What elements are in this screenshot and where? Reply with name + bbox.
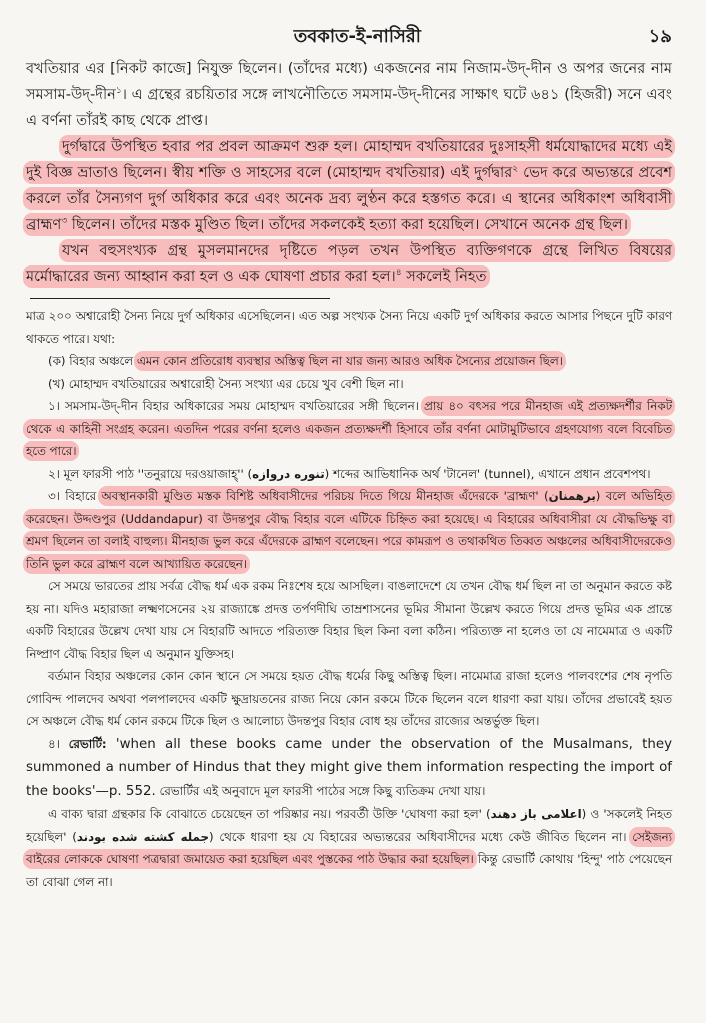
footnote-3-continued: বর্তমান বিহার অঞ্চলের কোন কোন স্থানে সে সময়ে হয়ত বৌদ্ধ ধর্মের কিছু অস্তিত্ব ছিল। নামেমাত্র রাজা হলেও পালবংশের শেষ নৃপতি গোবিন্দ পালদেব অথবা পলপালদেব একটি ক্ষুদ্রায়তনের রাজ্য নিয়ে কোন রকমে টিকে ছিলেন বলে ধারণা করা যায়। তাঁদের প্রভাবেই হয়ত সে অঞ্চলে বৌদ্ধ ধর্ম কোন রকমে টিকে ছিল ও আলোচ্য উদন্তপুর বিহার বোধ হয় তাঁদের রাজ্যের অন্তর্ভুক্ত ছিল।	[26, 669, 672, 728]
footnote-3: ৩। বিহারে অবস্থানকারী মুণ্ডিত মস্তক বিশিষ্ট অধিবাসীদের পরিচয় দিতে গিয়ে মীনহাজ এঁদেরকে 'ব্রাহ্মণ' (برهمنان) বলে অভিহিত করেছেন। উদ্দণ্ডপুর (Uddandapur) বা উদন্তপুর বৌদ্ধ বিহার বলে এটিকে চিহ্নিত করা হয়েছে। এ বিহারের অধিবাসীরা যে বৌদ্ধভিক্ষু বা শ্রমণ ছিলেন তা বলাই বাহুল্য। মীনহাজ ভুল করে এঁদেরকে ব্রাহ্মণ বলেছেন। পরে কামরূপ ও তথাকথিত তিব্বত অঞ্চলের অধিবাসীদেরকেও তিনি ভুল করে ব্রাহ্মণ বলে আখ্যায়িত করেছেন।	[26, 489, 672, 571]
footnote-2: ২। মূল ফারসী পাঠ ''তনুরায়ে দরওয়াজাহ্'' (تنوره دروازه) শব্দের আভিধানিক অর্থ 'টানেল' (tunnel), এখানে প্রধান প্রবেশপথ।	[48, 466, 651, 481]
english-quote: 'when all these books came under the observation of the Musalmans, they summoned a number of Hindus that they might give them information respecting the import of the books'—p. 552.	[26, 736, 673, 799]
paragraph-1: বখতিয়ার এর [নিকট কাজে] নিযুক্ত ছিলেন। (তাঁদের মধ্যে) একজনের নাম নিজাম-উদ্-দীন ও অপর জনের নাম সমসাম-উদ্-দীন$^১$। এ গ্রন্থের রচয়িতার সঙ্গে লাখনৌতিতে সমসাম-উদ্-দীনের সাক্ষাৎ ঘটে ৬৪১ (হিজরী) সনে এবং এ বর্ণনা তাঁরই কাছ থেকে প্রাপ্ত।	[26, 60, 672, 129]
footnotes	[26, 305, 672, 893]
footnote-4: ৪। রেভার্টি: 'when all these books came under the observation of the Musalmans, they summoned a number of Hindus that they might give them information respecting the import of the books'—p. 552. রেভার্টির এই অনুবাদে মূল ফারসী পাঠের সঙ্গে কিছু ব্যতিক্রম দেখা যায়।	[26, 736, 673, 799]
footnote-1: ১। সমসাম-উদ্-দীন বিহার অধিকারের সময় মোহাম্মদ বখতিয়ারের সঙ্গী ছিলেন। প্রায় ৪০ বৎসর পরে মীনহাজ এই প্রত্যক্ষদর্শীর নিকট থেকে এ কাহিনী সংগ্রহ করেন। এতদিন পরের বর্ণনা হলেও একজন প্রত্যক্ষদর্শী হিসাবে তাঁর বর্ণনা মোটামুটিভাবে গ্রহণযোগ্য বলে বিবেচিত হতে পারে।	[26, 399, 672, 458]
reverty-label: রেভার্টি:	[68, 736, 107, 751]
page-header	[26, 22, 672, 56]
persian-term: اعلامی باز دهند	[490, 807, 582, 821]
footnote-item-kha: (খ) মোহাম্মদ বখতিয়ারের অশ্বারোহী সৈন্য সংখ্যা এর চেয়ে খুব বেশী ছিল না।	[48, 376, 404, 391]
paragraph-2	[26, 134, 672, 238]
highlighted-passage: এমন কোন প্রতিরোধ ব্যবস্থার অস্তিত্ব ছিল না যার জন্য আরও অধিক সৈন্যের প্রয়োজন ছিল।	[136, 354, 563, 368]
page-number: ১৯	[648, 26, 672, 47]
highlighted-passage: দুর্গদ্বারে উপস্থিত হবার পর প্রবল আক্রমণ শুরু হল। মোহাম্মদ বখতিয়ারের দুঃসাহসী ধর্মযোদ্ধাদের মধ্যে এই দুই বিজ্ঞ ভ্রাতাও ছিলেন। স্বীয় শক্তি ও সাহসের বলে (মোহাম্মদ বখতিয়ার) এই দুর্গদ্বার$^২$ ভেদ করে অভ্যন্তরে প্রবেশ করলে তাঁর সৈন্যগণ দুর্গ অধিকার করে এবং অনেক দ্রব্য লুণ্ঠন করে হস্তগত করে। এ স্থানের অধিকাংশ অধিবাসী ব্রাহ্মণ$^৩$ ছিলেন। তাঁদের মস্তক মুণ্ডিত ছিল। তাঁদের সকলকেই হত্যা করা হয়েছিল। সেখানে অনেক গ্রন্থ ছিল।	[26, 138, 672, 233]
footnote-ref: ৩	[61, 216, 68, 227]
footnote-ref: ২	[512, 164, 519, 175]
persian-term: برهمنان	[548, 489, 596, 503]
highlighted-passage: সেইজন্য বাইরের লোককে ঘোষণা পত্রদ্বারা জমায়েত করা হয়েছিল এবং পুস্তকের পাঠ উদ্ধার করা হয়েছিল।	[26, 829, 672, 866]
footnote-3-continued: সে সময়ে ভারতের প্রায় সর্বত্র বৌদ্ধ ধর্ম এক রকম নিঃশেষ হয়ে আসছিল। বাঙলাদেশে যে তখন বৌদ্ধ ধর্ম ছিল না তা অনুমান করতে কষ্ট হয় না। যদিও মহারাজা লক্ষ্মণসেনের ২য় রাজ্যাঙ্কে প্রদত্ত তর্পণদীঘি তাম্রশাসনের ভূমির সীমানা উল্লেখ করতে গিয়ে প্রদত্ত ভূমির এক প্রান্তে একটি বিহারের উল্লেখ দেখা যায় সে বিহারটি আদতে পরিত্যক্ত বিহার ছিল কিনা বলা কঠিন। পরিত্যক্ত না হলেও তা যে নামেমাত্র ও একটি নিষ্প্রাণ বৌদ্ধ বিহার ছিল এ অনুমান যুক্তিসহ।	[26, 579, 672, 661]
running-title: তবকাত-ই-নাসিরী	[293, 26, 421, 47]
footnote-intro: মাত্র ২০০ অশ্বারোহী সৈন্য নিয়ে দুর্গ অধিকার এসেছিলেন। এত অল্প সংখ্যক সৈন্য নিয়ে একটি দুর্গ অধিকার করতে আসার পিছনে দুটি কারণ থাকতে পারে। যথা:	[26, 309, 672, 346]
footnote-ref: ৪	[395, 268, 402, 279]
persian-term: تنوره دروازه	[252, 466, 325, 481]
highlighted-passage: অবস্থানকারী মুণ্ডিত মস্তক বিশিষ্ট অধিবাসীদের পরিচয় দিতে গিয়ে মীনহাজ এঁদেরকে 'ব্রাহ্মণ' (برهمنان) বলে অভিহিত করেছেন। উদ্দণ্ডপুর (Uddandapur) বা উদন্তপুর বৌদ্ধ বিহার বলে এটিকে চিহ্নিত করা হয়েছে। এ বিহারের অধিবাসীরা যে বৌদ্ধভিক্ষু বা শ্রমণ ছিলেন তা বলাই বাহুল্য। মীনহাজ ভুল করে এঁদেরকে ব্রাহ্মণ বলেছেন। পরে কামরূপ ও তথাকথিত তিব্বত অঞ্চলের অধিবাসীদেরকেও তিনি ভুল করে ব্রাহ্মণ বলে আখ্যায়িত করেছেন।	[26, 489, 672, 571]
footnote-divider	[30, 298, 330, 299]
footnote-ref: ১	[115, 86, 122, 97]
highlighted-passage: যখন বহুসংখ্যক গ্রন্থ মুসলমানদের দৃষ্টিতে পড়ল তখন উপস্থিত ব্যক্তিগণকে গ্রন্থে লিখিত বিষয়ের মর্মোদ্ধারের জন্য আহ্বান করা হল ও এক ঘোষণা প্রচার করা হল।$^৪$ সকলেই নিহত	[26, 242, 672, 285]
main-text	[26, 56, 672, 290]
footnote-item-ka: (ক) বিহার অঞ্চলে এমন কোন প্রতিরোধ ব্যবস্থার অস্তিত্ব ছিল না যার জন্য আরও অধিক সৈন্যের প্রয়োজন ছিল।	[48, 354, 563, 368]
highlighted-passage: প্রায় ৪০ বৎসর পরে মীনহাজ এই প্রত্যক্ষদর্শীর নিকট থেকে এ কাহিনী সংগ্রহ করেন। এতদিন পরের বর্ণনা হলেও একজন প্রত্যক্ষদর্শী হিসাবে তাঁর বর্ণনা মোটামুটিভাবে গ্রহণযোগ্য বলে বিবেচিত হতে পারে।	[26, 399, 672, 458]
persian-term: جمله کشته شده بودند	[76, 829, 209, 844]
footnote-4-continued: এ বাক্য দ্বারা গ্রন্থকার কি বোঝাতে চেয়েছেন তা পরিষ্কার নয়। পরবর্তী উক্তি 'ঘোষণা করা হল' (اعلامی باز دهند) ও 'সকলেই নিহত হয়েছিল' (جمله کشته شده بودند) থেকে ধারণা হয় যে বিহারের অভ্যন্তরের অধিবাসীদের মধ্যে কেউ জীবিত ছিলেন না। সেইজন্য বাইরের লোককে ঘোষণা পত্রদ্বারা জমায়েত করা হয়েছিল এবং পুস্তকের পাঠ উদ্ধার করা হয়েছিল। কিন্তু রেভার্টি কোথায় 'হিন্দু' পাঠ পেয়েছেন তা বোঝা গেল না।	[26, 807, 672, 889]
paragraph-3	[26, 238, 672, 290]
